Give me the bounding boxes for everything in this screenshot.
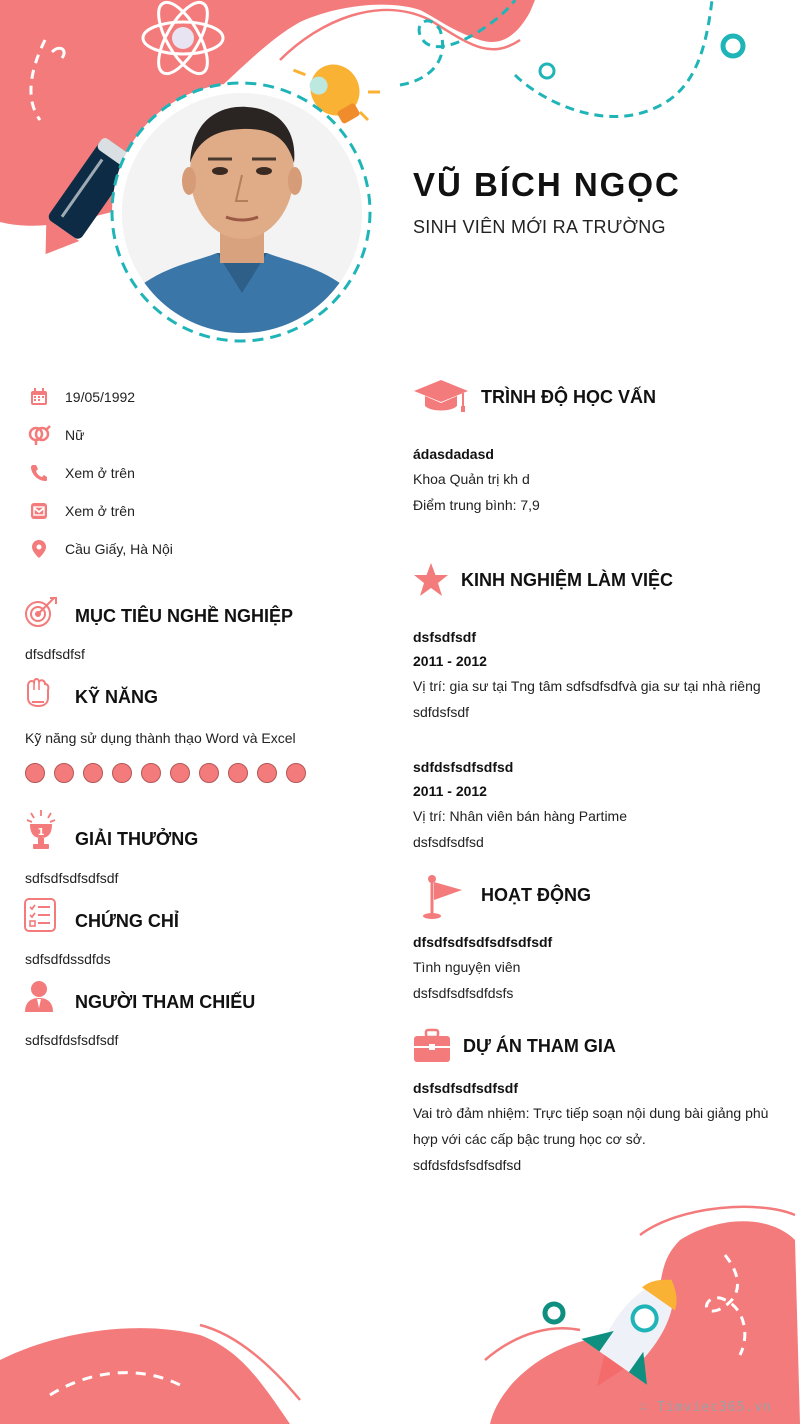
- location-icon: [27, 537, 51, 561]
- contact-text: Nữ: [65, 427, 85, 443]
- experience-company: dsfsdfsdf: [413, 629, 476, 645]
- certificates-text: sdfsdfdssdfds: [25, 951, 111, 967]
- skill-level-dot: [257, 763, 277, 783]
- education-major: Khoa Quản trị kh d: [413, 471, 530, 487]
- skill-level-dot: [199, 763, 219, 783]
- svg-text:1: 1: [37, 827, 45, 838]
- experience-title: KINH NGHIỆM LÀM VIỆC: [461, 570, 674, 590]
- references-title: NGƯỜI THAM CHIẾU: [75, 992, 256, 1012]
- references-text: sdfsdfdsfsdfsdf: [25, 1032, 119, 1048]
- trophy-icon: [24, 808, 58, 852]
- watermark: ∴ Timviec365.vn: [639, 1400, 772, 1415]
- skill-level-dot: [228, 763, 248, 783]
- projects-role: Vai trò đảm nhiệm: Trực tiếp soạn nội dung bài giảng phù hợp với các cấp bậc trung học cơ sở.: [413, 1105, 769, 1147]
- candidate-name: VŨ BÍCH NGỌC: [413, 166, 681, 203]
- skill-level-dot: [112, 763, 132, 783]
- awards-title: GIẢI THƯỞNG: [75, 829, 199, 849]
- calendar-icon: [27, 385, 51, 409]
- contact-text: Cầu Giấy, Hà Nội: [65, 541, 173, 557]
- activities-title: HOẠT ĐỘNG: [481, 885, 591, 905]
- flag-icon: [418, 874, 464, 920]
- activities-desc: dsfsdfsdfsdfdsfs: [413, 985, 514, 1001]
- skill-level-dot: [286, 763, 306, 783]
- checklist-icon: [24, 898, 56, 932]
- skills-title: KỸ NĂNG: [75, 687, 159, 707]
- awards-text: sdfsdfsdfsdfsdf: [25, 870, 119, 886]
- objective-text: dfsdfsdfsf: [25, 646, 85, 662]
- education-school: ádasdadasd: [413, 446, 494, 462]
- contact-address: [27, 537, 173, 561]
- experience-company: sdfdsfsdfsdfsd: [413, 759, 514, 775]
- activities-org: dfsdfsdfsdfsdfsdfsdf: [413, 934, 553, 950]
- contact-email: [27, 499, 135, 523]
- projects-desc: sdfdsfdsfsdfsdfsd: [413, 1157, 522, 1173]
- phone-icon: [27, 461, 51, 485]
- contact-phone: [27, 461, 135, 485]
- contact-text: Xem ở trên: [65, 465, 135, 481]
- skill-level-rating: [25, 763, 306, 783]
- education-gpa: Điểm trung bình: 7,9: [413, 497, 540, 513]
- projects-title: DỰ ÁN THAM GIA: [463, 1036, 616, 1056]
- skill-level-dot: [25, 763, 45, 783]
- person-icon: [24, 980, 54, 1012]
- skill-level-dot: [83, 763, 103, 783]
- education-title: TRÌNH ĐỘ HỌC VẤN: [481, 387, 656, 407]
- activities-role: Tình nguyện viên: [413, 959, 521, 975]
- experience-position: Vị trí: Nhân viên bán hàng Partime: [413, 808, 628, 824]
- contact-gender: [27, 423, 84, 447]
- projects-name: dsfsdfsdfsdfsdf: [413, 1080, 518, 1096]
- email-icon: [27, 499, 51, 523]
- experience-desc: sdfdsfsdf: [413, 704, 470, 720]
- target-icon: [24, 596, 58, 630]
- contact-text: Xem ở trên: [65, 503, 135, 519]
- contact-text: 19/05/1992: [65, 389, 136, 405]
- experience-position: Vị trí: gia sư tại Tng tâm sdfsdfsdfvà gia sư tại nhà riêng: [413, 678, 761, 694]
- briefcase-icon: [413, 1028, 451, 1064]
- objective-title: MỤC TIÊU NGHỀ NGHIỆP: [75, 606, 294, 626]
- experience-desc: dsfsdfsdfsd: [413, 834, 484, 850]
- skills-text: Kỹ năng sử dụng thành thạo Word và Excel: [25, 730, 296, 746]
- contact-birthday: [27, 385, 135, 409]
- experience-period: 2011 - 2012: [413, 783, 487, 799]
- gender-icon: [27, 423, 51, 447]
- star-icon: [413, 562, 449, 598]
- experience-period: 2011 - 2012: [413, 653, 487, 669]
- fist-icon: [24, 676, 50, 708]
- candidate-role: SINH VIÊN MỚI RA TRƯỜNG: [413, 217, 666, 237]
- skill-level-dot: [170, 763, 190, 783]
- certificates-title: CHỨNG CHỈ: [75, 911, 179, 931]
- skill-level-dot: [141, 763, 161, 783]
- skill-level-dot: [54, 763, 74, 783]
- graduation-cap-icon: [413, 378, 469, 414]
- avatar: [122, 93, 362, 333]
